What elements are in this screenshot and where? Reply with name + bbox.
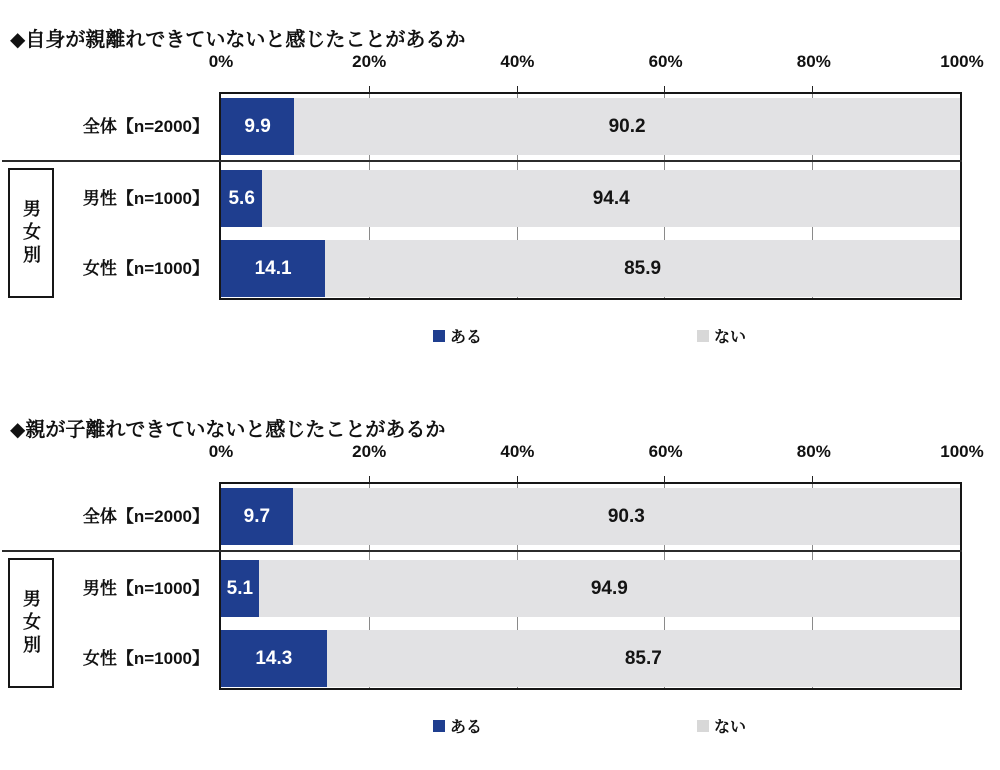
row-label: 女性【n=1000】	[82, 648, 209, 668]
x-axis	[208, 52, 984, 78]
bar-segment-aru: 9.9	[221, 98, 294, 155]
chart-title: ◆自身が親離れできていないと感じたことがあるか	[10, 28, 466, 51]
legend-swatch-aru-icon	[433, 330, 445, 342]
row-label: 女性【n=1000】	[82, 258, 209, 278]
legend	[0, 714, 1000, 736]
bar-segment-aru: 5.1	[221, 560, 259, 617]
row-label: 男性【n=1000】	[82, 188, 209, 208]
axis-tick-label: 80%	[796, 442, 831, 461]
axis-tick-label: 80%	[796, 52, 831, 71]
axis-tick-label: 60%	[648, 442, 683, 461]
legend-label-nai: ない	[714, 329, 747, 346]
group-separator-line	[2, 550, 962, 552]
group-label: 男女別	[21, 198, 41, 268]
axis-tick-mark	[369, 476, 370, 483]
axis-tick-label: 40%	[500, 52, 535, 71]
legend-label-aru: ある	[450, 719, 483, 736]
axis-tick-mark	[517, 86, 518, 93]
axis-tick-label: 20%	[352, 442, 387, 461]
plot-area	[219, 92, 962, 300]
x-axis	[208, 442, 984, 468]
legend-swatch-aru-icon	[433, 720, 445, 732]
axis-tick-label: 0%	[208, 442, 234, 461]
bar-row	[221, 630, 960, 687]
chart-self-independence	[0, 0, 1000, 380]
bar-row	[221, 488, 960, 545]
legend-swatch-nai-icon	[697, 330, 709, 342]
legend-item-aru	[433, 714, 482, 737]
group-label: 男女別	[21, 588, 41, 658]
chart-title: ◆親が子離れできていないと感じたことがあるか	[10, 418, 446, 441]
bar-row	[221, 560, 960, 617]
bar-segment-nai: 90.3	[293, 488, 960, 545]
axis-tick-mark	[812, 476, 813, 483]
legend	[0, 324, 1000, 346]
axis-tick-mark	[812, 86, 813, 93]
axis-tick-mark	[517, 476, 518, 483]
group-separator-line	[2, 160, 962, 162]
axis-tick-label: 40%	[500, 442, 535, 461]
bar-row	[221, 240, 960, 297]
bar-row	[221, 170, 960, 227]
bar-segment-aru: 14.3	[221, 630, 327, 687]
plot-area	[219, 482, 962, 690]
axis-tick-label: 100%	[940, 442, 984, 461]
bar-segment-nai: 85.9	[325, 240, 960, 297]
legend-item-nai	[697, 714, 746, 737]
bar-segment-aru: 9.7	[221, 488, 293, 545]
bar-row	[221, 98, 960, 155]
legend-item-nai	[697, 324, 746, 347]
axis-tick-label: 20%	[352, 52, 387, 71]
axis-tick-label: 60%	[648, 52, 683, 71]
axis-tick-label: 0%	[208, 52, 234, 71]
axis-tick-mark	[664, 476, 665, 483]
legend-label-nai: ない	[714, 719, 747, 736]
bar-segment-aru: 14.1	[221, 240, 325, 297]
bar-segment-aru: 5.6	[221, 170, 262, 227]
chart-parent-letting-go	[0, 390, 1000, 770]
row-label: 全体【n=2000】	[82, 116, 209, 136]
row-label: 全体【n=2000】	[82, 506, 209, 526]
legend-label-aru: ある	[450, 329, 483, 346]
bar-segment-nai: 90.2	[294, 98, 960, 155]
bar-segment-nai: 94.9	[259, 560, 960, 617]
bar-segment-nai: 85.7	[327, 630, 960, 687]
axis-tick-mark	[664, 86, 665, 93]
legend-item-aru	[433, 324, 482, 347]
bar-segment-nai: 94.4	[262, 170, 960, 227]
row-label: 男性【n=1000】	[82, 578, 209, 598]
legend-swatch-nai-icon	[697, 720, 709, 732]
axis-tick-mark	[369, 86, 370, 93]
axis-tick-label: 100%	[940, 52, 984, 71]
